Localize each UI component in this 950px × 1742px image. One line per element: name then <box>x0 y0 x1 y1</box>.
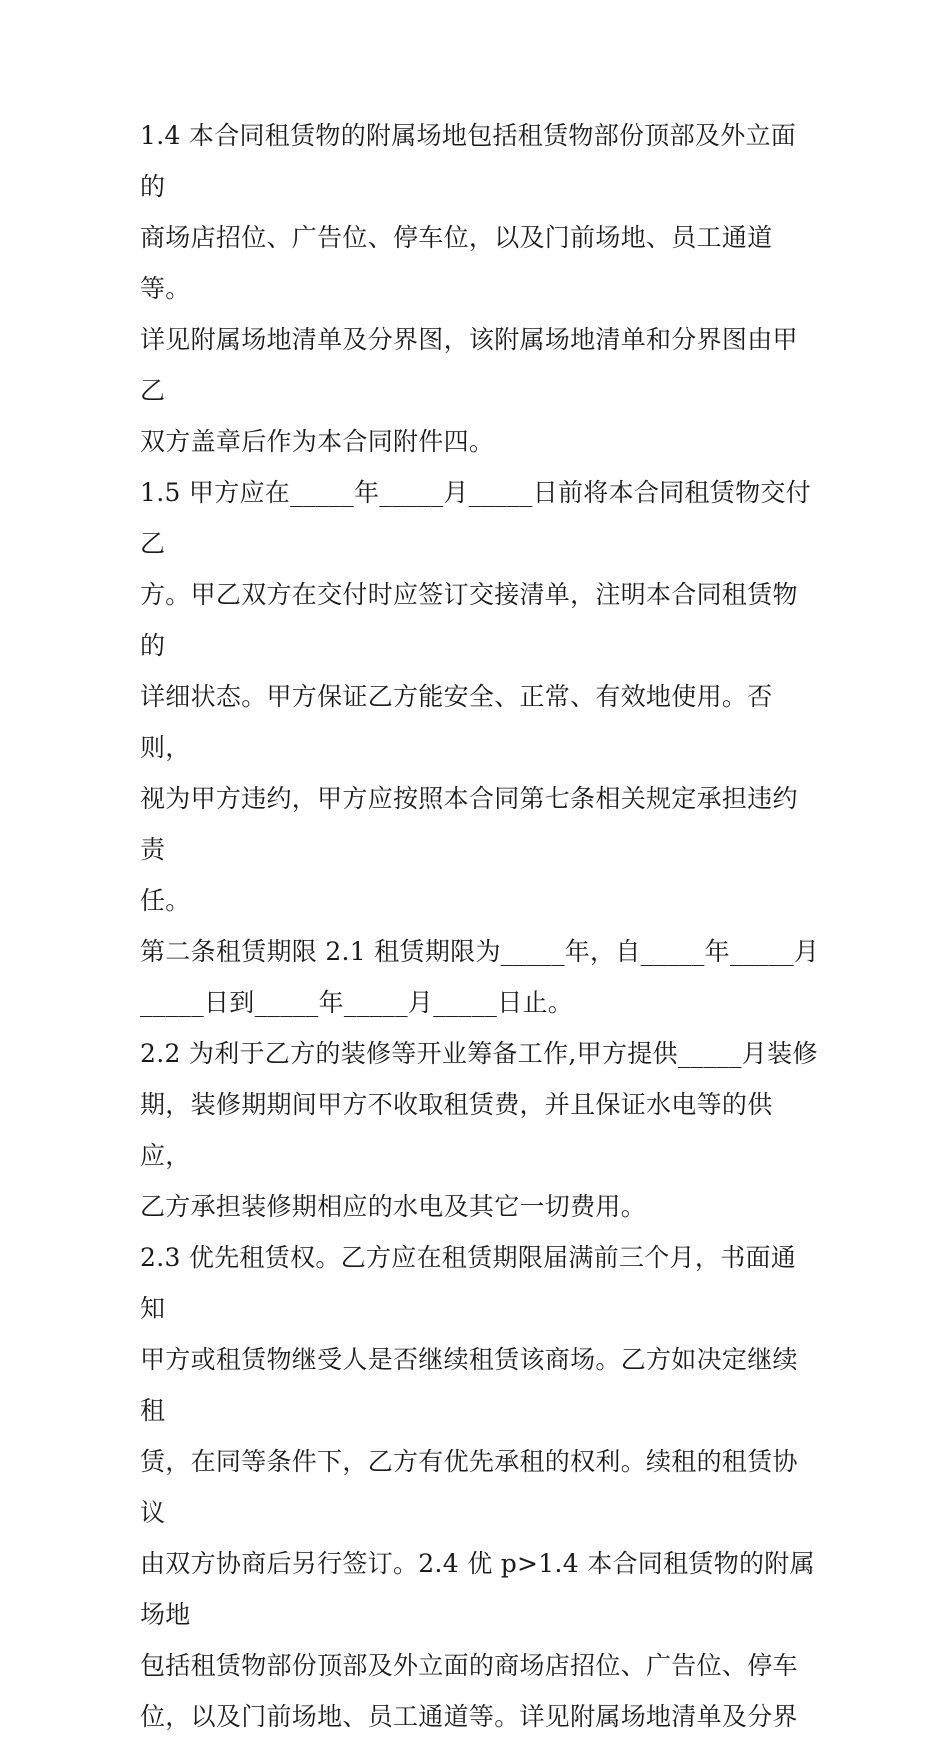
text-line: 赁，在同等条件下，乙方有优先承租的权利。续租的租赁协议 <box>140 1447 798 1527</box>
text-line: 详见附属场地清单及分界图，该附属场地清单和分界图由甲乙 <box>140 325 798 405</box>
text-line: 第二条租赁期限 2.1 租赁期限为_____年，自_____年_____月 <box>140 937 820 966</box>
paragraph-1-4 <box>140 110 820 467</box>
text-line: 由双方协商后另行签订。2.4 优 p>1.4 本合同租赁物的附属场地 <box>140 1549 815 1629</box>
text-line: 方。甲乙双方在交付时应签订交接清单，注明本合同租赁物的 <box>140 580 798 660</box>
paragraph-article-2-1 <box>140 926 820 1028</box>
paragraph-2-3 <box>140 1232 820 1742</box>
text-line: 2.3 优先租赁权。乙方应在租赁期限届满前三个月，书面通知 <box>140 1243 797 1323</box>
text-line: 商场店招位、广告位、停车位，以及门前场地、员工通道等。 <box>140 223 773 303</box>
text-line: 1.4 本合同租赁物的附属场地包括租赁物部份顶部及外立面的 <box>140 121 797 201</box>
text-line: 甲方或租赁物继受人是否继续租赁该商场。乙方如决定继续租 <box>140 1345 798 1425</box>
text-line: 包括租赁物部份顶部及外立面的商场店招位、广告位、停车 <box>140 1651 798 1680</box>
text-line: 位，以及门前场地、员工通道等。详见附属场地清单及分界 <box>140 1702 798 1731</box>
text-line: 任。 <box>140 886 191 915</box>
text-line: 1.5 甲方应在_____年_____月_____日前将本合同租赁物交付乙 <box>140 478 812 558</box>
text-line: 详细状态。甲方保证乙方能安全、正常、有效地使用。否则， <box>140 682 773 762</box>
text-line: _____日到_____年_____月_____日止。 <box>140 988 574 1017</box>
text-line: 2.2 为利于乙方的装修等开业筹备工作,甲方提供_____月装修 <box>140 1039 818 1068</box>
paragraph-2-2 <box>140 1028 820 1232</box>
text-line: 双方盖章后作为本合同附件四。 <box>140 427 495 456</box>
text-line: 乙方承担装修期相应的水电及其它一切费用。 <box>140 1192 647 1221</box>
document-body <box>140 110 820 1742</box>
text-line: 视为甲方违约，甲方应按照本合同第七条相关规定承担违约责 <box>140 784 798 864</box>
paragraph-1-5 <box>140 467 820 926</box>
text-line: 期，装修期期间甲方不收取租赁费，并且保证水电等的供应， <box>140 1090 773 1170</box>
